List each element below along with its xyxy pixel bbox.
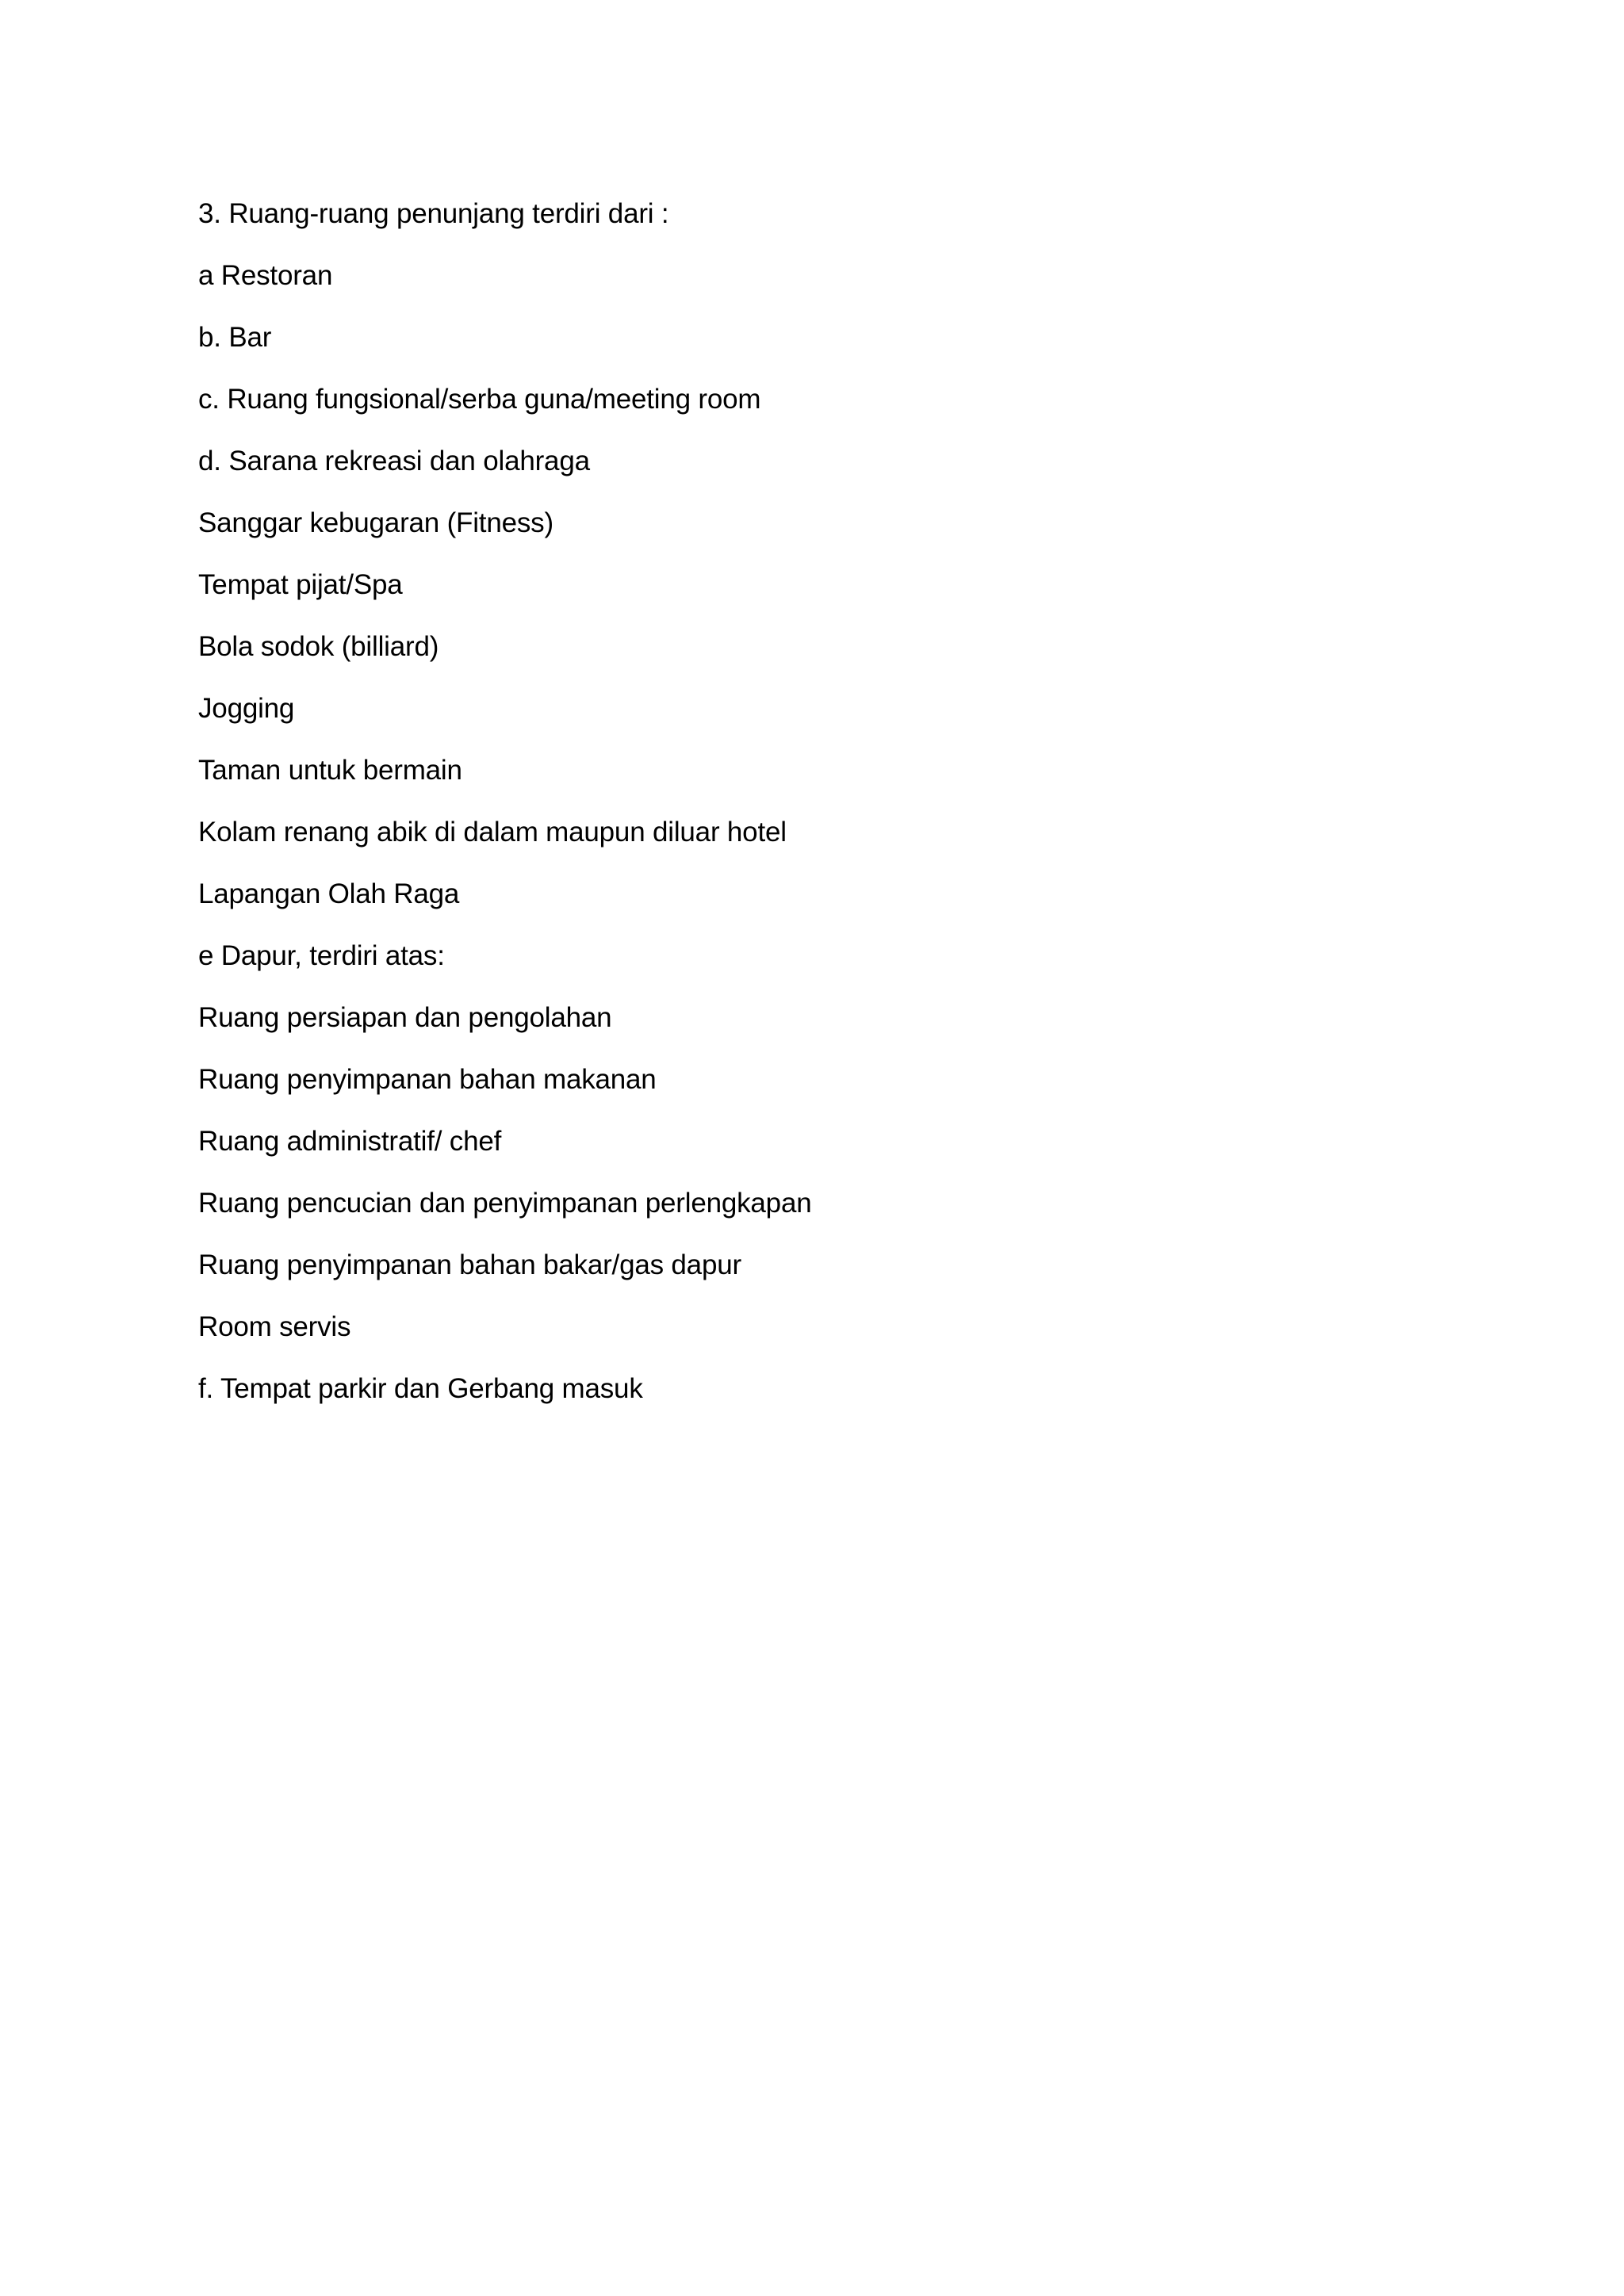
list-item: a Restoran [198,260,333,291]
list-item: f. Tempat parkir dan Gerbang masuk [198,1373,643,1404]
sub-list-item: Ruang administratif/ chef [198,1126,502,1157]
sub-list-item: Lapangan Olah Raga [198,878,460,909]
document-body [198,197,1435,1433]
list-item: e Dapur, terdiri atas: [198,940,445,971]
list-heading: 3. Ruang-ruang penunjang terdiri dari : [198,198,669,229]
sub-list-item: Ruang persiapan dan pengolahan [198,1002,612,1033]
sub-list-item: Kolam renang abik di dalam maupun diluar hotel [198,817,787,848]
list-item: b. Bar [198,322,272,353]
list-item: c. Ruang fungsional/serba guna/meeting room [198,384,761,415]
sub-list-item: Jogging [198,693,295,724]
sub-list-item: Ruang pencucian dan penyimpanan perlengkapan [198,1188,812,1219]
sub-list-item: Ruang penyimpanan bahan bakar/gas dapur [198,1249,741,1280]
sub-list-item: Room servis [198,1311,351,1342]
sub-list-item: Ruang penyimpanan bahan makanan [198,1064,657,1095]
sub-list-item: Sanggar kebugaran (Fitness) [198,507,553,538]
list-item: d. Sarana rekreasi dan olahraga [198,446,590,476]
sub-list-item: Taman untuk bermain [198,755,462,786]
sub-list-item: Bola sodok (billiard) [198,631,439,662]
sub-list-item: Tempat pijat/Spa [198,569,403,600]
